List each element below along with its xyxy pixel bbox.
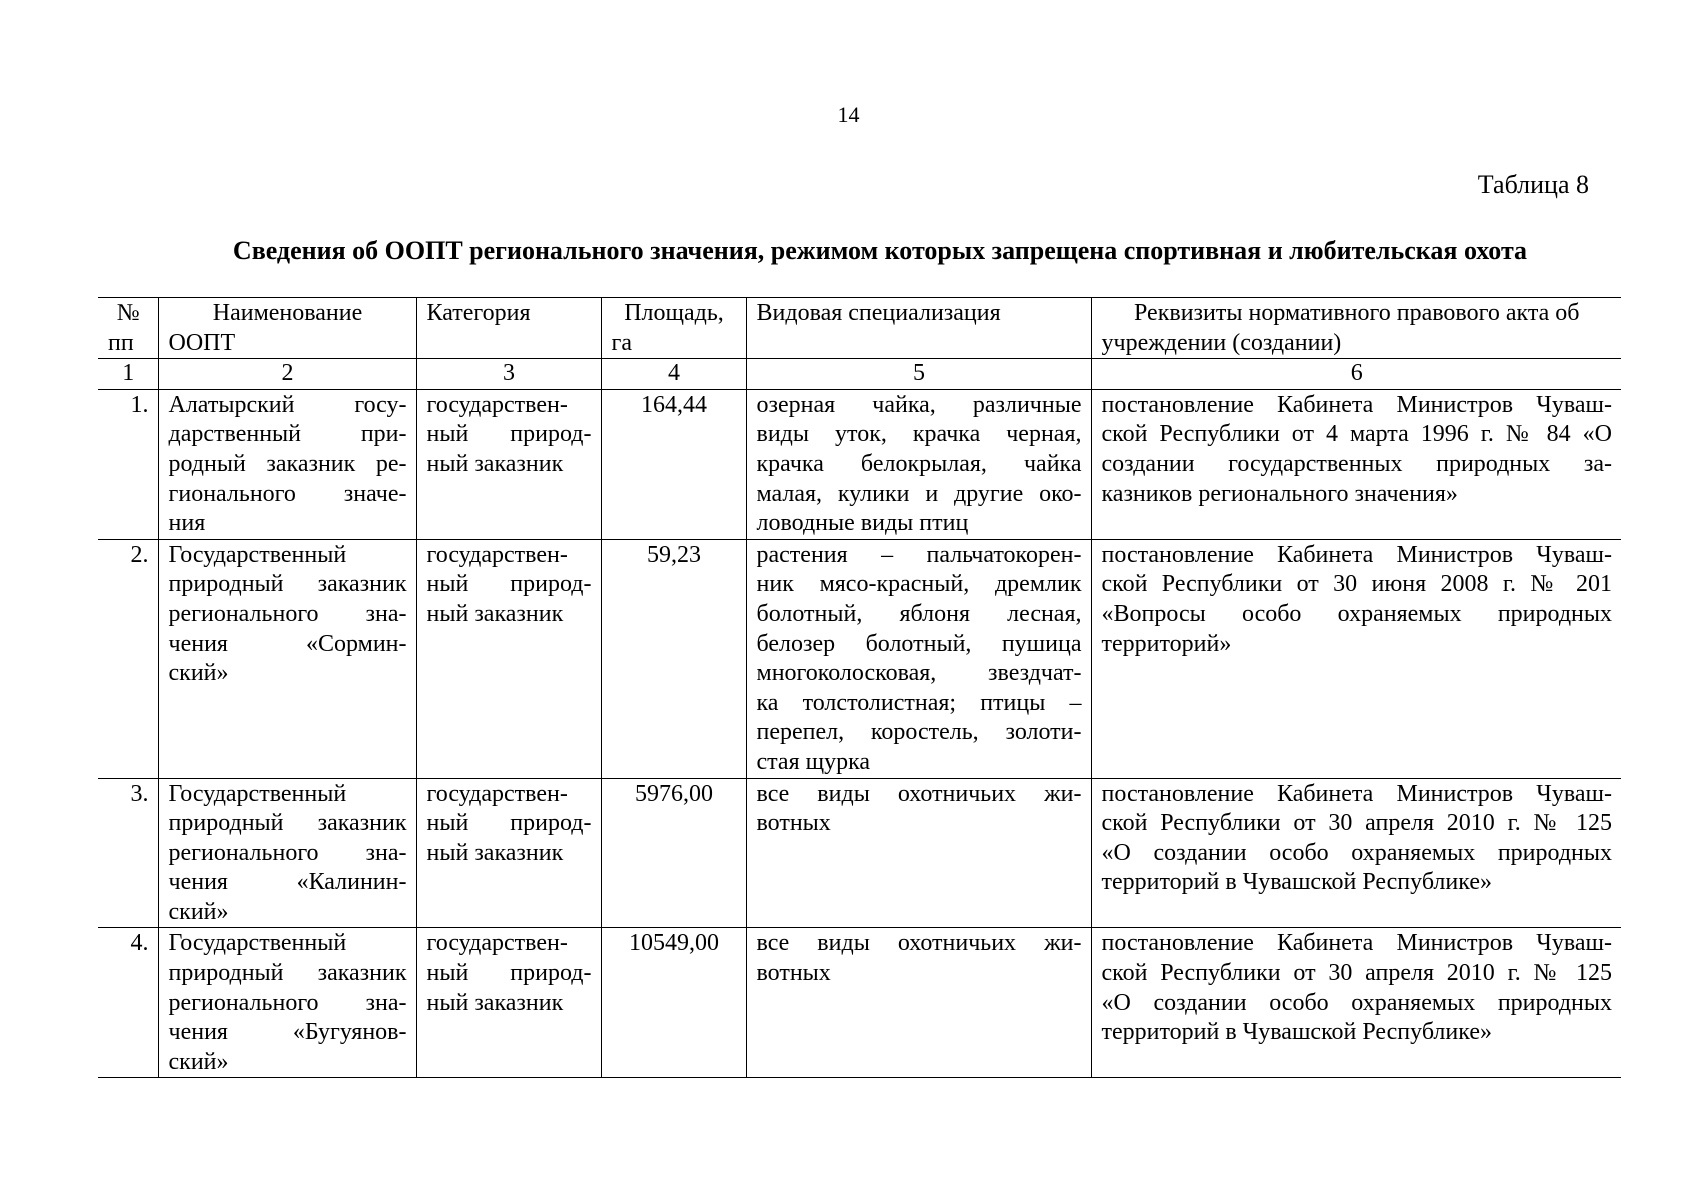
cell-legal-act — [1091, 539, 1621, 778]
table-row — [98, 778, 1621, 928]
cell-line: вотных — [756, 960, 831, 987]
cell-line: «О создании особо охраняемых природных — [1101, 839, 1612, 866]
cell-line: растения – пальчатокорен- — [756, 541, 1082, 568]
cell-line: чения «Калинин- — [168, 869, 407, 896]
cell-line: ный заказник — [426, 450, 564, 477]
cell-line: ский» — [168, 660, 229, 687]
cell-line: ный природ- — [426, 571, 592, 598]
cell-area — [601, 389, 746, 539]
cell-line: ный природ- — [426, 421, 592, 448]
cell-line: 59,23 — [647, 541, 701, 568]
cell-species — [746, 389, 1091, 539]
cell-line: белозер болотный, пушица — [756, 630, 1082, 657]
cell-name — [158, 928, 416, 1078]
column-number-number: 1 — [98, 359, 158, 390]
cell-species — [746, 928, 1091, 1078]
cell-category — [416, 389, 601, 539]
cell-line: Государственный — [168, 780, 347, 807]
cell-species — [746, 778, 1091, 928]
cell-name — [158, 778, 416, 928]
table-body — [98, 389, 1621, 1078]
cell-number — [98, 539, 158, 778]
cell-line: чения «Сормин- — [168, 630, 407, 657]
header-legal-act — [1091, 298, 1621, 359]
oopt-table — [98, 297, 1621, 1078]
cell-line: постановление Кабинета Министров Чуваш- — [1101, 391, 1612, 418]
cell-area — [601, 539, 746, 778]
cell-line: территорий в Чувашской Республике» — [1101, 1019, 1492, 1046]
cell-line: пп — [108, 329, 134, 356]
cell-line: «Вопросы особо охраняемых природных — [1101, 600, 1612, 627]
cell-line: лoводные виды птиц — [756, 510, 969, 537]
cell-line: территорий в Чувашской Республике» — [1101, 869, 1492, 896]
cell-category — [416, 778, 601, 928]
cell-line: территорий» — [1101, 630, 1232, 657]
cell-line: Алатырский госу- — [168, 391, 407, 418]
cell-line: учреждении (создании) — [1101, 329, 1342, 356]
cell-area — [601, 928, 746, 1078]
cell-line: родный заказник ре- — [168, 450, 407, 477]
cell-category — [416, 539, 601, 778]
cell-line: ской Республики от 30 июня 2008 г. № 201 — [1101, 571, 1612, 598]
cell-line: ный природ- — [426, 960, 592, 987]
cell-line: природный заказник — [168, 960, 407, 987]
cell-line: Государственный — [168, 541, 347, 568]
cell-line: ской Республики от 30 апреля 2010 г. № 125 — [1101, 960, 1612, 987]
cell-line: стая щурка — [756, 748, 871, 775]
cell-species — [746, 539, 1091, 778]
cell-number — [98, 389, 158, 539]
cell-line: создании государственных природных за- — [1101, 450, 1612, 477]
cell-line: регионального зна- — [168, 989, 407, 1016]
cell-legal-act — [1091, 928, 1621, 1078]
cell-line: государствен- — [426, 780, 568, 807]
cell-line: 5976,00 — [635, 780, 713, 807]
header-category — [416, 298, 601, 359]
cell-line: га — [611, 329, 632, 356]
column-number-legal-act: 6 — [1091, 359, 1621, 390]
header-species — [746, 298, 1091, 359]
cell-line: ник мясо-красный, дремлик — [756, 571, 1082, 598]
cell-line: болотный, яблоня лесная, — [756, 600, 1082, 627]
header-name — [158, 298, 416, 359]
cell-line: ный природ- — [426, 810, 592, 837]
cell-line: постановление Кабинета Министров Чуваш- — [1101, 780, 1612, 807]
cell-line: ный заказник — [426, 989, 564, 1016]
cell-line: 2. — [130, 541, 149, 568]
column-number-name: 2 — [158, 359, 416, 390]
cell-line: природный заказник — [168, 571, 407, 598]
cell-name — [158, 539, 416, 778]
cell-line: многоколосковая, звездчат- — [756, 660, 1082, 687]
table-row — [98, 928, 1621, 1078]
cell-line: дарственный при- — [168, 421, 407, 448]
cell-line: малая, кулики и другие око- — [756, 480, 1082, 507]
cell-line: Видовая специализация — [756, 300, 1001, 326]
cell-line: ООПТ — [168, 329, 236, 356]
cell-line: виды уток, крачка черная, — [756, 421, 1082, 448]
cell-line: ный заказник — [426, 839, 564, 866]
cell-line: гионального значе- — [168, 480, 407, 507]
cell-line: ской Республики от 30 апреля 2010 г. № 125 — [1101, 810, 1612, 837]
cell-line: государствен- — [426, 541, 568, 568]
header-number — [98, 298, 158, 359]
cell-line: постановление Кабинета Министров Чуваш- — [1101, 541, 1612, 568]
cell-line: озерная чайка, различные — [756, 391, 1082, 418]
cell-line: регионального зна- — [168, 600, 407, 627]
header-area — [601, 298, 746, 359]
cell-name — [158, 389, 416, 539]
cell-line: казников регионального значения» — [1101, 480, 1458, 507]
cell-line: 164,44 — [641, 391, 707, 418]
cell-line: 3. — [130, 780, 149, 807]
cell-line: крачка белокрылая, чайка — [756, 450, 1082, 477]
column-number-row — [98, 359, 1621, 390]
cell-line: Государственный — [168, 930, 347, 957]
cell-line: Площадь, — [624, 300, 724, 326]
column-number-species: 5 — [746, 359, 1091, 390]
cell-line: регионального зна- — [168, 839, 407, 866]
cell-line: все виды охотничьих жи- — [756, 930, 1082, 957]
cell-line: государствен- — [426, 391, 568, 418]
cell-line: перепел, коростель, золоти- — [756, 719, 1082, 746]
cell-line: чения «Бугуянов- — [168, 1019, 407, 1046]
cell-category — [416, 928, 601, 1078]
cell-line: 1. — [130, 391, 149, 418]
cell-legal-act — [1091, 778, 1621, 928]
cell-line: ния — [168, 510, 206, 537]
cell-legal-act — [1091, 389, 1621, 539]
cell-line: государствен- — [426, 930, 568, 957]
table-head — [98, 298, 1621, 390]
column-number-category: 3 — [416, 359, 601, 390]
cell-line: ский» — [168, 898, 229, 925]
cell-line: «О создании особо охраняемых природных — [1101, 989, 1612, 1016]
cell-line: Категория — [426, 300, 531, 326]
table-caption: Таблица 8 — [1477, 170, 1589, 199]
cell-number — [98, 928, 158, 1078]
header-row — [98, 298, 1621, 359]
cell-line: ской Республики от 4 марта 1996 г. № 84 «О — [1101, 421, 1612, 448]
cell-line: постановление Кабинета Министров Чуваш- — [1101, 930, 1612, 957]
cell-line: ный заказник — [426, 600, 564, 627]
cell-line: № — [116, 300, 140, 326]
table-row — [98, 389, 1621, 539]
cell-line: 10549,00 — [629, 930, 719, 957]
cell-line: Реквизиты нормативного правового акта об — [1134, 300, 1580, 326]
cell-line: все виды охотничьих жи- — [756, 780, 1082, 807]
table-title: Сведения об ООПТ регионального значения, режимом которых запрещена спортивная и любительская охота — [232, 236, 1528, 265]
cell-line: природный заказник — [168, 810, 407, 837]
page-number: 14 — [837, 102, 860, 127]
table-row — [98, 539, 1621, 778]
cell-number — [98, 778, 158, 928]
column-number-area: 4 — [601, 359, 746, 390]
cell-line: ка толстолистная; птицы – — [756, 689, 1082, 716]
cell-area — [601, 778, 746, 928]
cell-line: ский» — [168, 1048, 229, 1075]
cell-line: вотных — [756, 810, 831, 837]
cell-line: 4. — [130, 930, 149, 957]
cell-line: Наименование — [212, 300, 363, 326]
